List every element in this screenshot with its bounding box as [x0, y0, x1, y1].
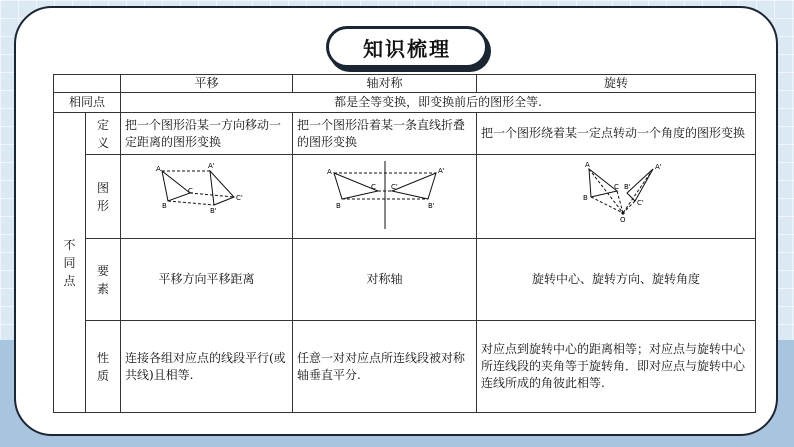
knowledge-table — [53, 74, 756, 413]
rotation-label-a: A — [585, 161, 590, 169]
translation-label-a2: A' — [207, 162, 215, 170]
properties-row — [54, 321, 756, 413]
definition-label: 定义 — [96, 117, 109, 150]
elements-label-cell — [86, 239, 121, 321]
page-title: 知识梳理 — [326, 26, 488, 68]
figure-label-cell — [86, 155, 121, 239]
properties-label: 性质 — [96, 350, 109, 383]
header-reflection: 轴对称 — [293, 75, 477, 93]
definition-label-cell — [86, 113, 121, 155]
figure-reflection-cell — [293, 155, 477, 239]
header-corner — [54, 75, 121, 93]
translation-label-c: C — [187, 187, 193, 195]
definition-row — [54, 113, 756, 155]
translation-label-b2: B' — [209, 207, 217, 215]
header-translation: 平移 — [121, 75, 293, 93]
rotation-label-b2: B' — [624, 183, 631, 191]
properties-label-cell — [86, 321, 121, 413]
rotation-label-c2: C' — [637, 199, 644, 207]
elements-label: 要素 — [96, 263, 109, 296]
elements-rotation: 旋转中心、旋转方向、旋转角度 — [477, 239, 756, 321]
definition-translation: 把一个图形沿某一方向移动一定距离的图形变换 — [121, 113, 293, 155]
properties-translation: 连接各组对应点的线段平行(或共线)且相等. — [121, 321, 293, 413]
same-label: 相同点 — [54, 93, 121, 113]
rotation-label-o: O — [620, 216, 626, 224]
reflection-label-a: A — [326, 168, 332, 176]
properties-rotation: 对应点到旋转中心的距离相等；对应点与旋转中心所连线段的夹角等于旋转角．即对应点与旋转中心连线所成的角彼此相等. — [477, 321, 756, 413]
properties-reflection: 任意一对对应点所连线段被对称轴垂直平分. — [293, 321, 477, 413]
reflection-label-b2: B' — [427, 202, 435, 210]
header-rotation: 旋转 — [477, 75, 756, 93]
reflection-label-c: C — [370, 183, 376, 191]
rotation-figure — [477, 155, 755, 233]
translation-label-c2: C' — [235, 194, 243, 202]
translation-label-b: B — [161, 202, 167, 210]
definition-reflection: 把一个图形沿着某一条直线折叠的图形变换 — [293, 113, 477, 155]
same-text: 都是全等变换，即变换前后的图形全等. — [121, 93, 756, 113]
figure-rotation-cell — [477, 155, 756, 239]
rotation-label-c: C — [614, 183, 619, 191]
elements-translation: 平移方向平移距离 — [121, 239, 293, 321]
translation-label-a: A — [155, 165, 161, 173]
reflection-label-a2: A' — [437, 167, 445, 175]
elements-row — [54, 239, 756, 321]
translation-figure — [122, 155, 292, 233]
rotation-label-a2: A' — [655, 163, 662, 171]
definition-rotation: 把一个图形绕着某一定点转动一个角度的图形变换 — [477, 113, 756, 155]
reflection-figure — [294, 155, 476, 233]
rotation-label-b: B — [583, 194, 588, 202]
diff-label-cell — [54, 113, 86, 413]
header-row — [54, 75, 756, 93]
same-row — [54, 93, 756, 113]
reflection-label-b: B — [335, 202, 341, 210]
reflection-label-c2: C' — [390, 183, 398, 191]
figure-label: 图形 — [96, 180, 109, 213]
figure-translation-cell — [121, 155, 293, 239]
figure-row — [54, 155, 756, 239]
elements-reflection: 对称轴 — [293, 239, 477, 321]
diff-label: 不同点 — [63, 237, 76, 288]
